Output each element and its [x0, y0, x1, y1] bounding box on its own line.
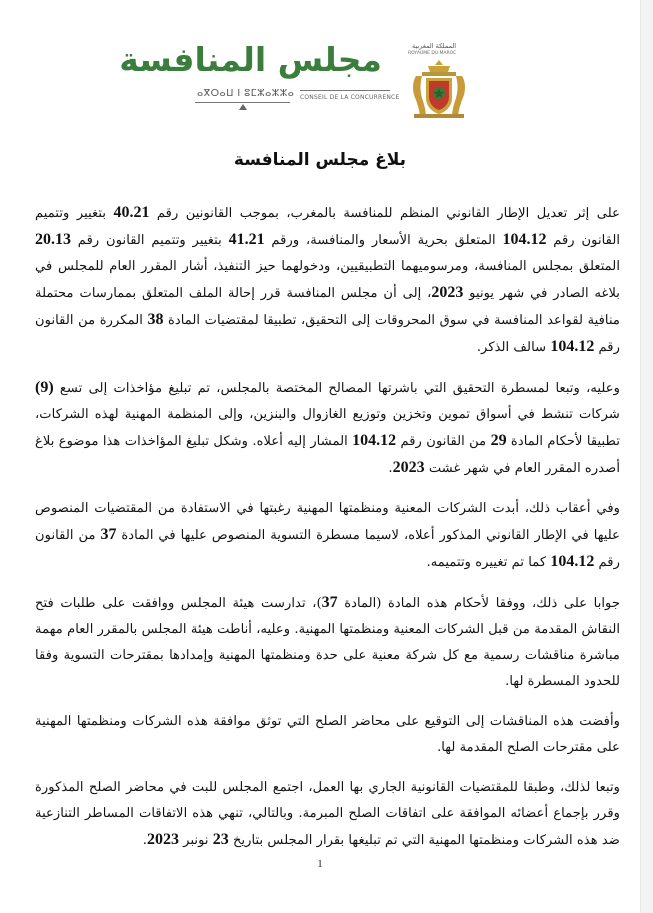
- bold-number: (9): [35, 379, 54, 396]
- document-body: [35, 200, 620, 868]
- page-edge: [641, 0, 653, 913]
- paragraph-text: بتغيير وتتميم القانون رقم: [71, 233, 229, 248]
- paragraph-text: ، إلى أن مجلس المنافسة قرر إحالة الملف المتعلق بممارسات محتملة منافية لقواعد المنافسة في سوق المحروقات إلى التحقيق، تطبيقا لمقتضيات المادة: [35, 286, 620, 328]
- body-paragraph: [35, 590, 620, 695]
- paragraph-text: جوابا على ذلك، ووفقا لأحكام هذه المادة (المادة: [337, 596, 620, 611]
- bold-number: 38: [147, 311, 164, 328]
- paragraph-text: المشار إليه أعلاه. وشكل تبليغ المؤاخذات هذا موضوع بلاغ أصدره المقرر العام في شهر غشت: [35, 434, 620, 476]
- paragraph-text: .: [142, 833, 147, 848]
- paragraph-text: من القانون رقم: [396, 434, 491, 449]
- paragraph-text: وتبعا لذلك، وطبقا للمقتضيات القانونية الجاري بها العمل، اجتمع المجلس للبت في محاضر الصلح المذكورة وقرر بإجماع أعضائه الموافقة على اتفاقات الصلح المبرمة. وبالتالي، تنهي هذه الاتفاقات المساطر التنازعية ضد هذه الشركات ومنظمتها المهنية التي تم تبليغها بقرار المجلس بتاريخ: [35, 780, 620, 848]
- body-paragraph: [35, 200, 620, 361]
- bold-number: 41.21: [228, 231, 265, 248]
- page-number: 1: [317, 858, 323, 870]
- paragraph-text: من القانون رقم: [35, 528, 620, 570]
- bold-number: 37: [321, 594, 338, 611]
- body-paragraph: [35, 375, 620, 482]
- coat-of-arms-icon: [408, 58, 470, 122]
- crest-french-label: ROYAUME DU MAROC: [408, 51, 457, 56]
- body-paragraph: [35, 709, 620, 761]
- bold-number: 2023: [146, 831, 179, 848]
- paragraph-text: .: [388, 461, 393, 476]
- paragraph-text: وعليه، وتبعا لمسطرة التحقيق التي باشرتها المصالح المختصة بالمجلس، تم تبليغ مؤاخذات إلى تسع: [53, 381, 620, 396]
- page-title: بلاغ مجلس المنافسة: [233, 150, 407, 170]
- bold-number: 29: [490, 432, 507, 449]
- logo-french-name: CONSEIL DE LA CONCURRENCE: [300, 94, 400, 101]
- paragraph-text: نونبر: [178, 833, 213, 848]
- paragraph-text: سالف الذكر.: [476, 340, 551, 355]
- bold-number: 104.12: [502, 231, 547, 248]
- paragraph-text: وأفضت هذه المناقشات إلى التوقيع على محاضر الصلح التي توثق موافقة هذه الشركات ومنظمتها المهنية على مقترحات الصلح المقدمة لها.: [35, 714, 620, 755]
- logo-divider: [195, 102, 290, 103]
- royal-crest: [400, 42, 475, 122]
- bold-number: 2023: [392, 459, 425, 476]
- bold-number: 2023: [431, 284, 464, 301]
- bold-number: 40.21: [113, 204, 150, 221]
- paragraph-text: على إثر تعديل الإطار القانوني المنظم للمنافسة بالمغرب، بموجب القانونين رقم: [149, 206, 620, 221]
- paragraph-text: شركات تنشط في أسواق تموين وتخزين وتوزيع الغازوال والبنزين، وإلى المنظمة المهنية لهذه الشركات، تطبيقا لأحكام المادة: [35, 407, 621, 449]
- paragraph-text: المتعلق بمجلس المنافسة، ومرسوميهما التطبيقيين، ودخولهما حيز التنفيذ، أشار المقرر العام للمجلس في بلاغه الصادر في شهر يونيو: [35, 259, 620, 301]
- bold-number: 20.13: [35, 231, 71, 248]
- paragraph-text: المتعلق بحرية الأسعار والمنافسة، ورقم: [264, 233, 503, 248]
- paragraph-text: )، تدارست هيئة المجلس ووافقت على طلبات فتح النقاش المقدمة من قبل الشركات المعنية ومنظمتها المهنية. وعليه، أناطت هيئة المجلس بالمقرر العام مهمة مباشرة مناقشات رسمية مع كل شركة معنية على حدة ومنظمتها المهنية وإمدادها بمقترحات التسوية وفقا للحدود المسطرة لها.: [35, 596, 620, 689]
- logo-arabic-name: مجلس المنافسة: [119, 40, 382, 79]
- crest-arabic-label: المملكة المغربية: [412, 42, 457, 50]
- council-logo: [119, 40, 480, 130]
- bold-number: 104.12: [550, 338, 595, 355]
- paragraph-text: المكررة من القانون رقم: [35, 313, 620, 355]
- logo-tifinagh-name: ⴰⴳⵔⴰⵡ ⵏ ⵓⵎⵣⴰⵣⵣⴰ: [197, 88, 295, 99]
- scale-icon: [239, 104, 247, 110]
- bold-number: 23: [212, 831, 229, 848]
- body-paragraph: [35, 775, 620, 854]
- bold-number: 104.12: [550, 553, 595, 570]
- bold-number: 104.12: [352, 432, 397, 449]
- body-paragraph: [35, 496, 620, 576]
- paragraph-text: كما تم تغييره وتتميمه.: [426, 555, 551, 570]
- paragraph-text: وفي أعقاب ذلك، أبدت الشركات المعنية ومنظمتها المهنية رغبتها في الاستفادة من المقتضيات المنصوص عليها في الإطار القانوني المذكور أعلاه، لاسيما مسطرة التسوية المنصوص عليها في المادة: [35, 501, 621, 543]
- paragraph-text: بتغيير وتتميم القانون رقم: [35, 206, 621, 248]
- bold-number: 37: [100, 526, 117, 543]
- logo-divider: [300, 90, 390, 91]
